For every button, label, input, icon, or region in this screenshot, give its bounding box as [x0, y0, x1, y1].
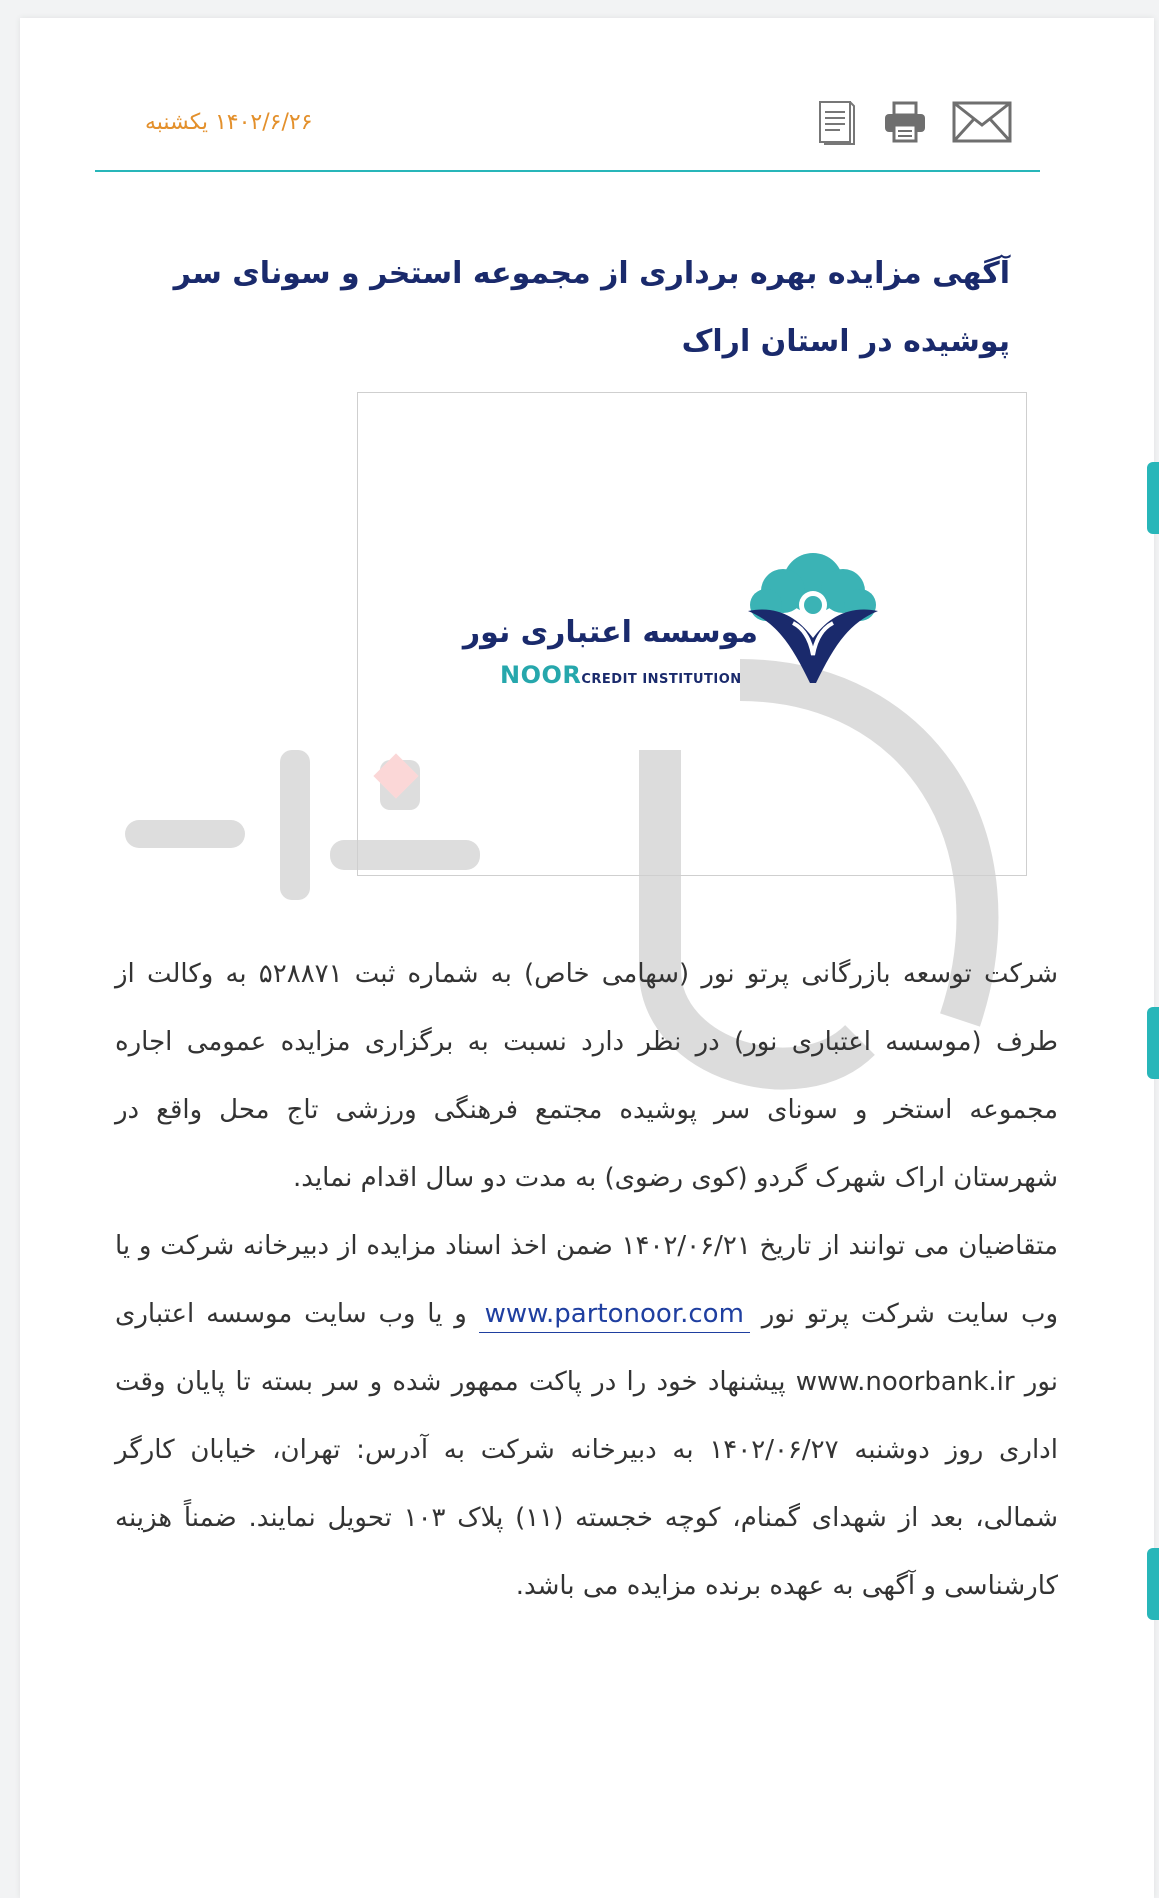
logo-name-fa: موسسه اعتباری نور	[462, 615, 758, 650]
partonoor-link[interactable]: www.partonoor.com	[479, 1296, 750, 1333]
mail-icon[interactable]	[952, 101, 1012, 147]
noorbank-url: www.noorbank.ir	[795, 1367, 1015, 1397]
paragraph-2-part-a: متقاضیان می توانند از تاریخ ۱۴۰۲/۰۶/۲۱ ضمن اخذ اسناد مزایده از دبیرخانه شرکت و یا وب سایت شرکت پرتو نور	[115, 1231, 1058, 1329]
paragraph-2-part-c: پیشنهاد خود را در پاکت ممهور شده و سر بسته تا پایان وقت اداری روز دوشنبه ۱۴۰۲/۰۶/۲۷ به دبیرخانه شرکت به آدرس: تهران، خیابان کارگر شمالی، بعد از شهدای گمنام، کوچه خجسته (۱۱) پلاک ۱۰۳ تحویل نمایند. ضمناً هزینه کارشناسی و آگهی به عهده برنده مزایده می باشد.	[115, 1367, 1058, 1601]
publish-date: ۱۴۰۲/۶/۲۶ یکشنبه	[145, 110, 313, 135]
article-paragraph-2	[115, 1212, 1058, 1620]
article-header	[95, 80, 1040, 172]
logo-name-en	[500, 661, 742, 689]
share-toolbar	[814, 98, 1012, 150]
paragraph-2-part-b: و یا وب سایت موسسه اعتباری نور	[115, 1299, 1059, 1397]
print-icon[interactable]	[882, 99, 928, 149]
noor-emblem-icon	[738, 543, 888, 693]
document-icon[interactable]	[814, 98, 858, 150]
side-tab[interactable]	[1147, 1548, 1159, 1620]
logo-name-en-bold: NOOR	[500, 661, 582, 689]
article-image	[357, 392, 1027, 876]
article-paragraph-1: شرکت توسعه بازرگانی پرتو نور (سهامی خاص) به شماره ثبت ۵۲۸۸۷۱ به وکالت از طرف (موسسه اعتباری نور) در نظر دارد نسبت به برگزاری مزایده عمومی اجاره مجموعه استخر و سونای سر پوشیده مجتمع فرهنگی ورزشی تاج محل واقع در شهرستان اراک شهرک گردو (کوی رضوی) به مدت دو سال اقدام نماید.	[115, 959, 1058, 1193]
side-tab[interactable]	[1147, 1007, 1159, 1079]
side-tab[interactable]	[1147, 462, 1159, 534]
article-title: آگهی مزایده بهره برداری از مجموعه استخر و سونای سر پوشیده در استان اراک	[173, 256, 1010, 360]
noor-logo	[462, 543, 898, 693]
logo-name-en-rest: CREDIT INSTITUTION	[581, 672, 742, 687]
article-body	[115, 940, 1058, 1620]
